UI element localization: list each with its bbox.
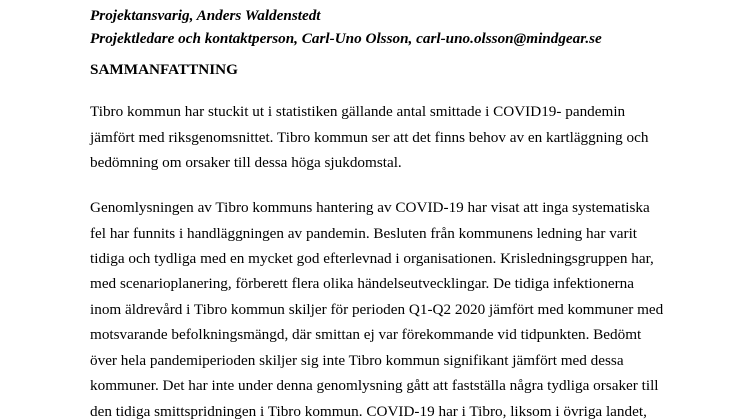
paragraph-line: över hela pandemiperioden skiljer sig inte Tibro kommun signifikant jämfört med dessa bbox=[90, 352, 624, 369]
paragraph-line: tidiga och tydliga med en mycket god efterlevnad i organisationen. Krisledningsgruppen har, bbox=[90, 250, 654, 267]
paragraph-line: kommuner. Det har inte under denna genomlysning gått att fastställa några tydliga orsaker till bbox=[90, 377, 659, 394]
paragraph-line: Tibro kommun har stuckit ut i statistiken gällande antal smittade i COVID19- pandemin bbox=[90, 103, 626, 120]
paragraph-line: motsvarande befolkningsmängd, där smittan ej var förekommande vid tidpunkten. Bedömt bbox=[90, 326, 642, 343]
project-contact-line: Projektledare och kontaktperson, Carl-Uno Olsson, carl-uno.olsson@mindgear.se bbox=[90, 30, 602, 47]
paragraph-line: inom äldrevård i Tibro kommun skiljer för perioden Q1-Q2 2020 jämfört med kommuner med bbox=[90, 301, 664, 318]
paragraph-line: fel har funnits i handläggningen av pandemin. Besluten från kommunens ledning har varit bbox=[90, 225, 638, 242]
paragraph-line: jämfört med riksgenomsnittet. Tibro kommun ser att det finns behov av en kartläggning och bbox=[90, 129, 649, 146]
project-owner-line: Projektansvarig, Anders Waldenstedt bbox=[90, 7, 321, 24]
paragraph-line: Genomlysningen av Tibro kommuns hantering av COVID-19 har visat att inga systematiska bbox=[90, 199, 650, 216]
paragraph-line: den tidiga smittspridningen i Tibro kommun. COVID-19 har i Tibro, liksom i övriga landet, bbox=[90, 403, 647, 419]
paragraph-line: med scenarioplanering, förberett flera olika händelseutvecklingar. De tidiga infektionerna bbox=[90, 275, 634, 292]
paragraph-line: bedömning om orsaker till dessa höga sjukdomstal. bbox=[90, 154, 402, 171]
section-heading: SAMMANFATTNING bbox=[90, 61, 238, 78]
